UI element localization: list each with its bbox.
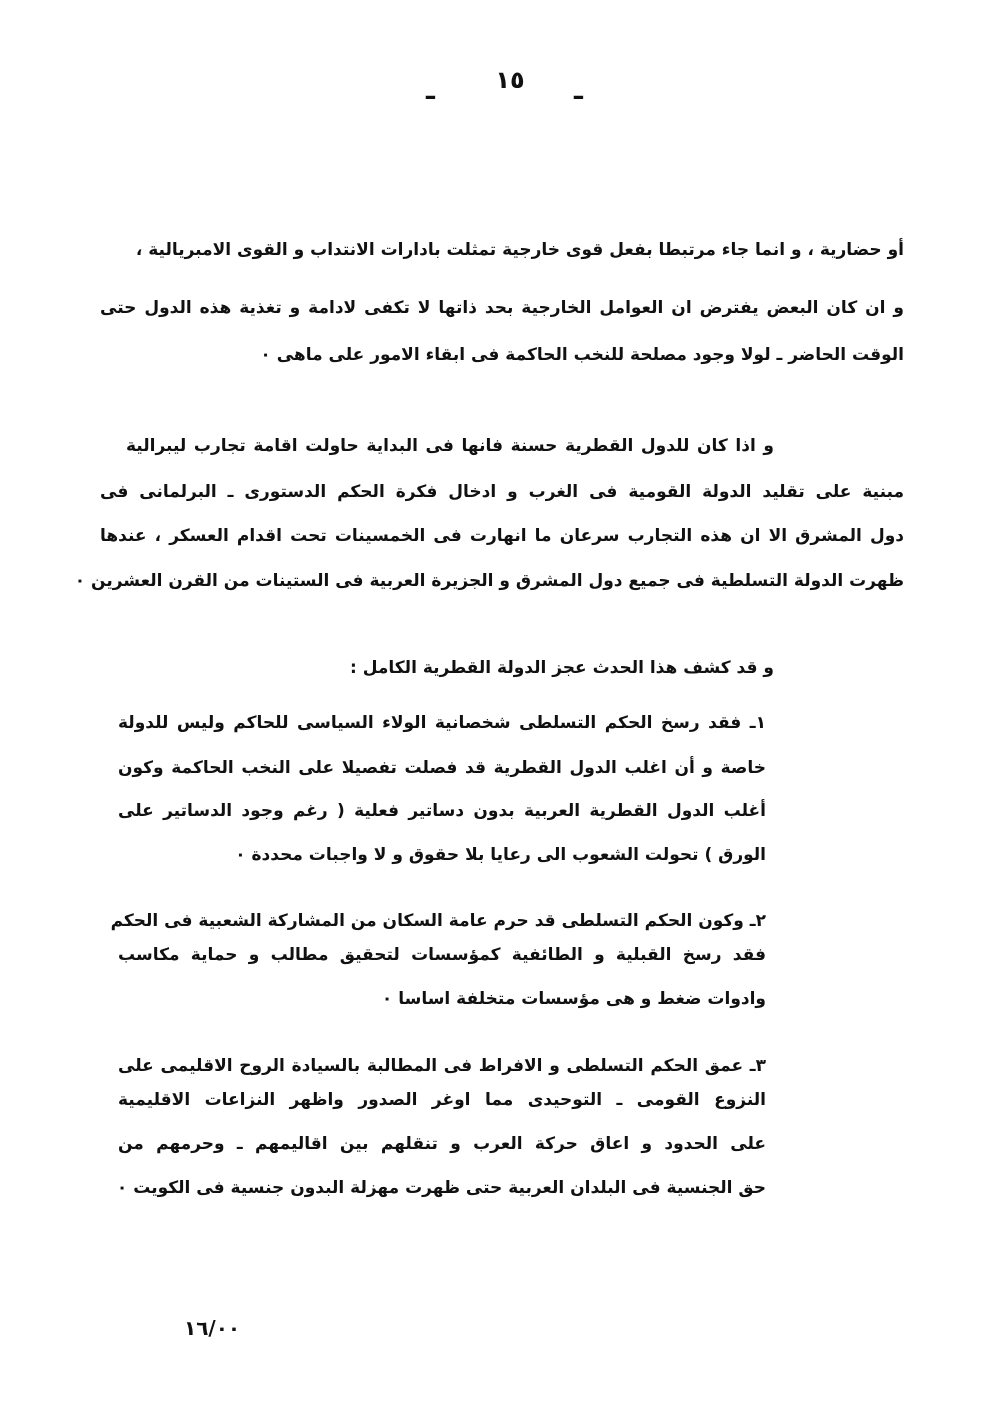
paragraph-line: مبنية على تقليد الدولة القومية فى الغرب و ادخال فكرة الحكم الدستورى ـ البرلمانى فى bbox=[100, 482, 904, 502]
section-intro: و قد كشف هذا الحدث عجز الدولة القطرية الكامل : bbox=[350, 658, 774, 678]
list-item-line: ٢ـ وكون الحكم التسلطى قد حرم عامة السكان من المشاركة الشعبية فى الحكم bbox=[110, 911, 766, 931]
header-dash-right: ـ bbox=[574, 76, 583, 106]
list-item-line: أغلب الدول القطرية العربية بدون دساتير فعلية ( رغم وجود الدساتير على bbox=[118, 801, 766, 821]
list-item-line: وادوات ضغط و هى مؤسسات متخلفة اساسا ٠ bbox=[381, 989, 766, 1009]
list-item-line: ١ـ فقد رسخ الحكم التسلطى شخصانية الولاء السياسى للحاكم وليس للدولة bbox=[118, 713, 766, 733]
paragraph-line: أو حضارية ، و انما جاء مرتبطا بفعل قوى خارجية تمثلت بادارات الانتداب و القوى الامبريالية ، bbox=[135, 240, 904, 260]
list-item-line: فقد رسخ القبلية و الطائفية كمؤسسات لتحقيق مطالب و حماية مكاسب bbox=[118, 945, 766, 965]
header-dash-left: ـ bbox=[426, 76, 435, 106]
list-item-line: على الحدود و اعاق حركة العرب و تنقلهم بين اقاليمهم ـ وحرمهم من bbox=[118, 1134, 766, 1154]
list-item-line: الورق ) تحولت الشعوب الى رعايا بلا حقوق و لا واجبات محددة ٠ bbox=[235, 845, 766, 865]
paragraph-line: ظهرت الدولة التسلطية فى جميع دول المشرق و الجزيرة العربية فى الستينات من القرن العشرين ٠ bbox=[74, 571, 904, 591]
paragraph-line: و ان كان البعض يفترض ان العوامل الخارجية بحد ذاتها لا تكفى لادامة و تغذية هذه الدول حتى bbox=[100, 298, 904, 318]
list-item-line: خاصة و أن اغلب الدول القطرية قد فصلت تفصيلا على النخب الحاكمة وكون bbox=[118, 758, 766, 778]
list-item-line: ٣ـ عمق الحكم التسلطى و الافراط فى المطالبة بالسيادة الروح الاقليمى على bbox=[118, 1056, 766, 1076]
page-number: ١٥ bbox=[495, 66, 525, 94]
list-item-line: النزوع القومى ـ التوحيدى مما اوغر الصدور واظهر النزاعات الاقليمية bbox=[118, 1090, 766, 1110]
list-item-line: حق الجنسية فى البلدان العربية حتى ظهرت مهزلة البدون جنسية فى الكويت ٠ bbox=[116, 1178, 766, 1198]
paragraph-line: و اذا كان للدول القطرية حسنة فانها فى البداية حاولت اقامة تجارب ليبرالية bbox=[126, 436, 774, 456]
footer-reference: ١٦/٠٠ bbox=[184, 1316, 241, 1340]
paragraph-line: الوقت الحاضر ـ لولا وجود مصلحة للنخب الحاكمة فى ابقاء الامور على ماهى ٠ bbox=[260, 345, 904, 365]
paragraph-line: دول المشرق الا ان هذه التجارب سرعان ما انهارت فى الخمسينات تحت اقدام العسكر ، عندها bbox=[100, 526, 904, 546]
